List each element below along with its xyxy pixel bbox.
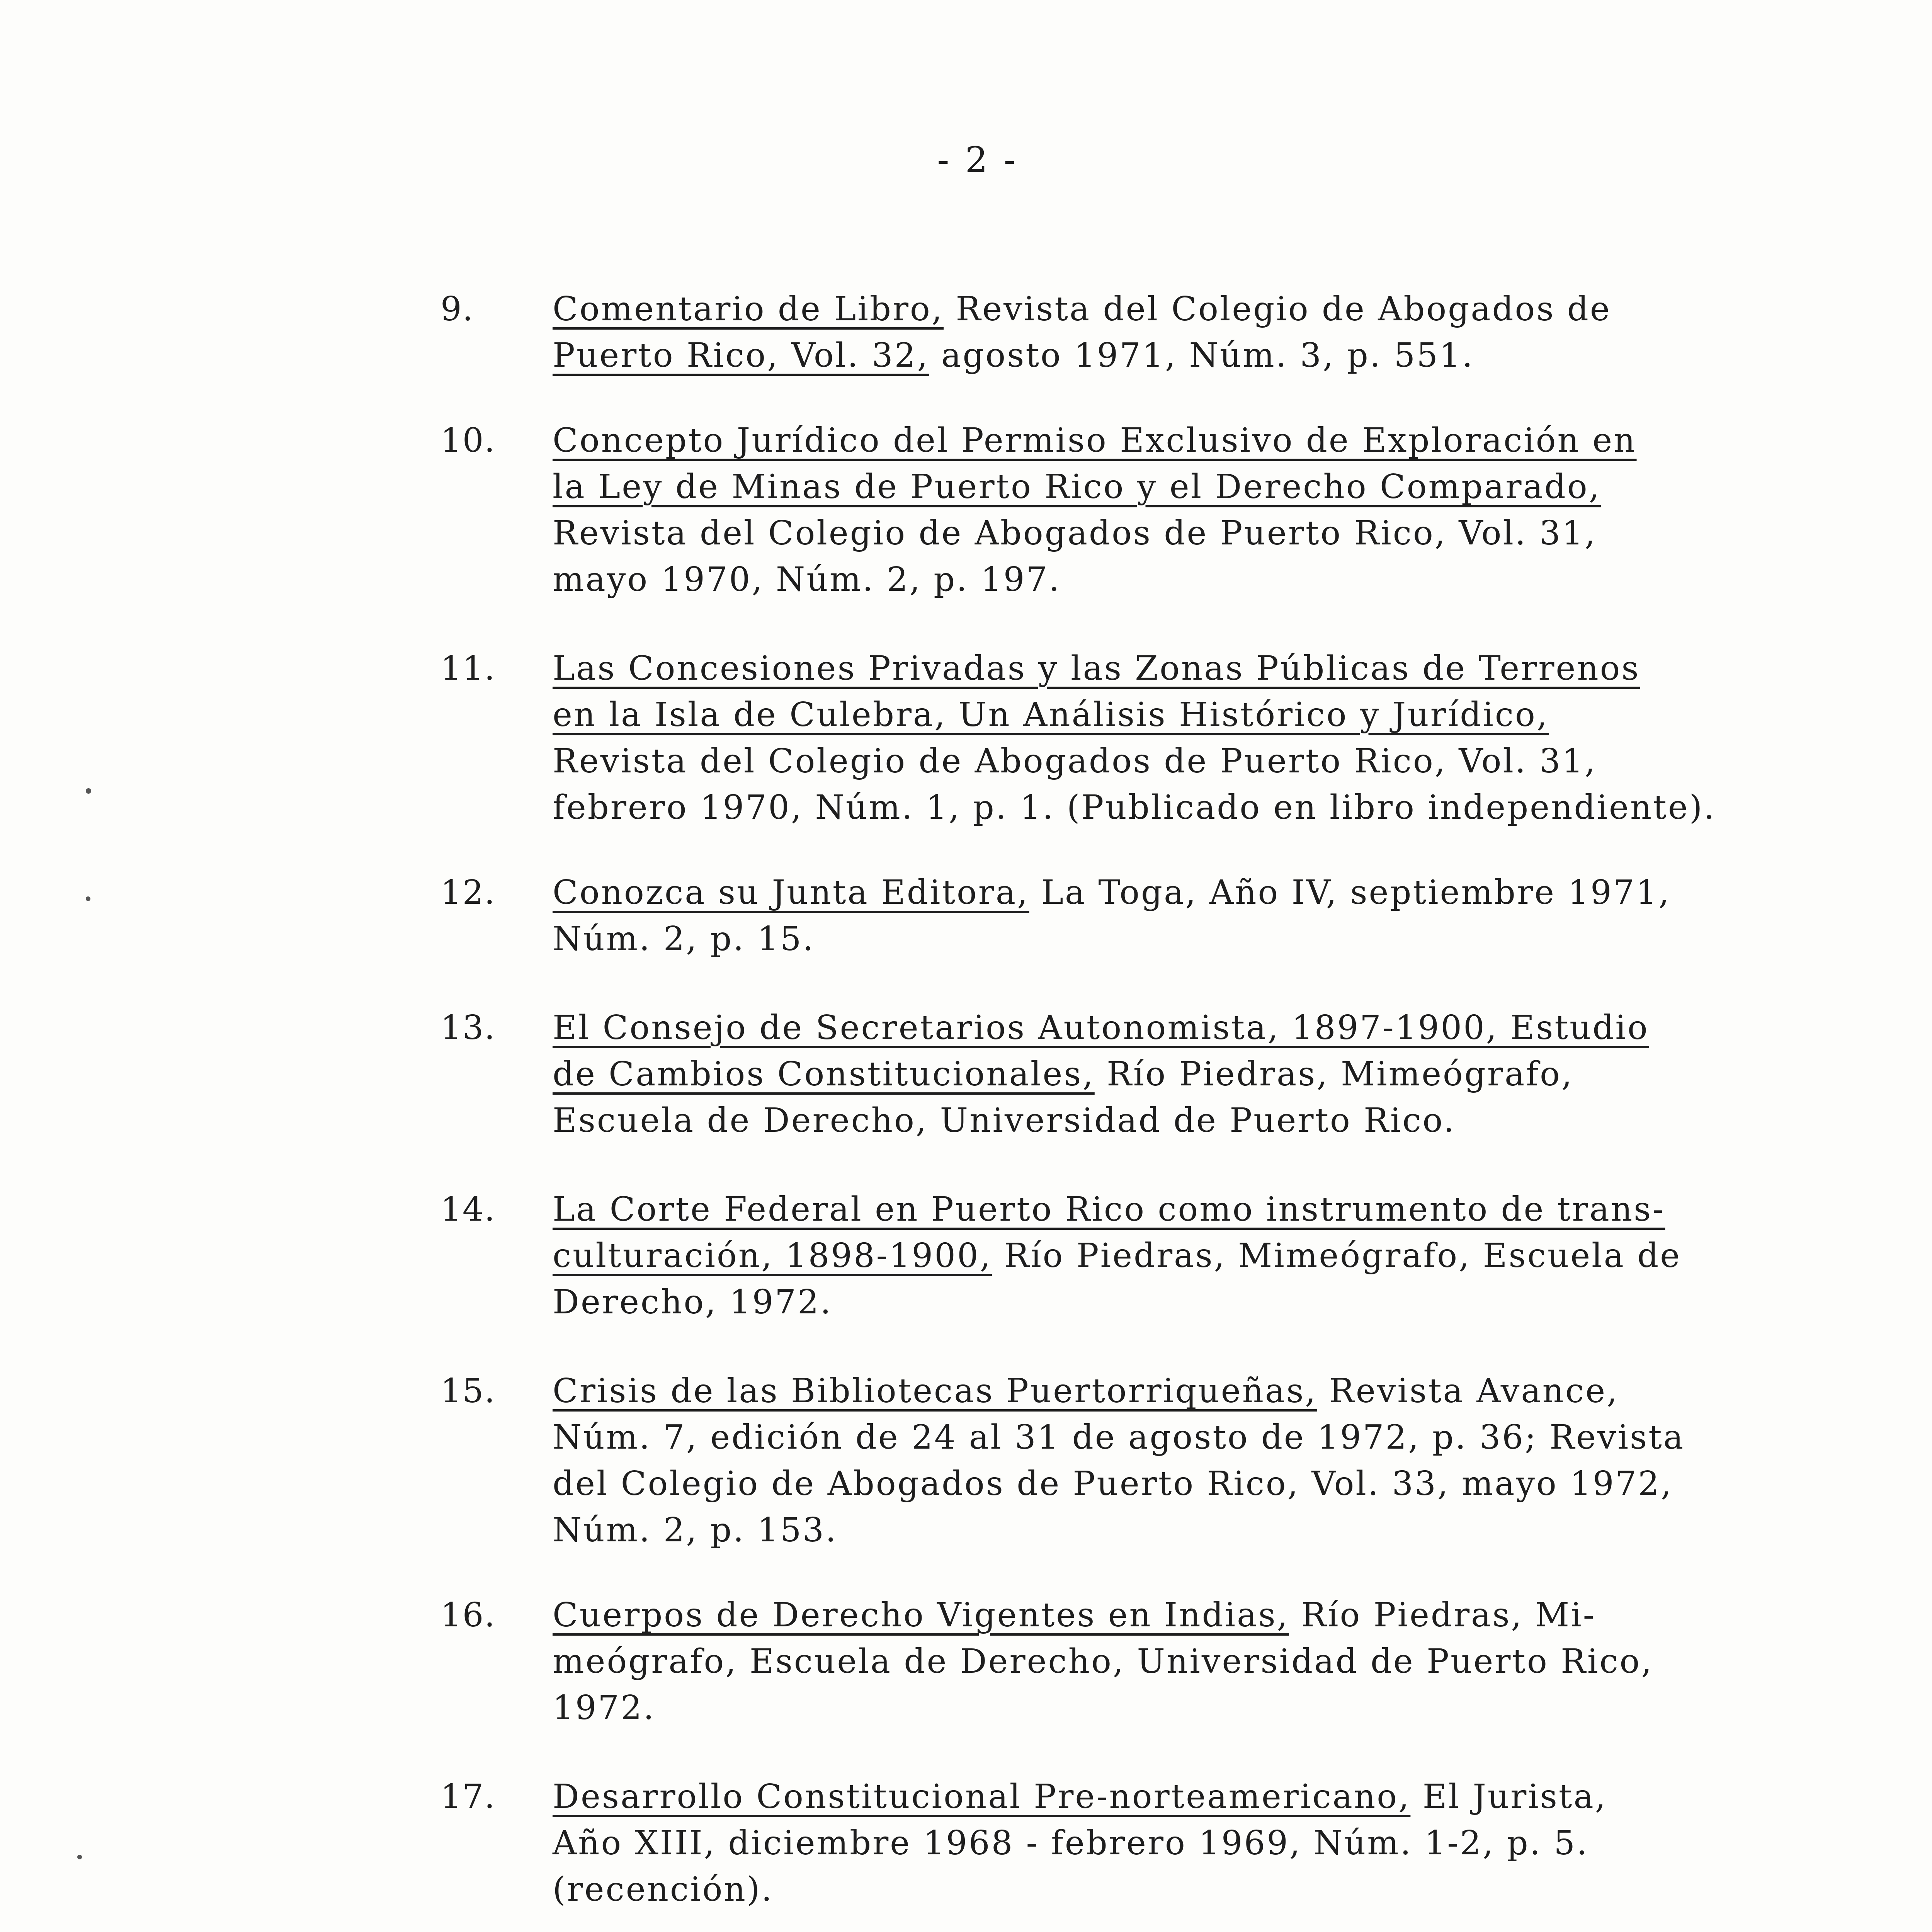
citation-source: Río Piedras, Mimeógrafo, Escuela de	[992, 1236, 1682, 1275]
citation-title: La Corte Federal en Puerto Rico como instrumento de trans-	[553, 1190, 1665, 1229]
scan-speck	[86, 896, 90, 901]
citation-line	[553, 464, 1828, 510]
citation-source: Revista del Colegio de Abogados de Puerto Rico, Vol. 31,	[553, 742, 1597, 781]
citation-source: (recención).	[553, 1870, 774, 1909]
citation-line	[553, 1233, 1828, 1279]
entry-citation	[553, 286, 1828, 379]
scan-speck	[77, 1855, 82, 1859]
citation-line	[553, 784, 1828, 831]
entry-number: 15.	[440, 1372, 496, 1410]
citation-title: Puerto Rico, Vol. 32,	[553, 336, 929, 375]
citation-line	[553, 1051, 1828, 1097]
citation-source: Revista del Colegio de Abogados de Puerto Rico, Vol. 31,	[553, 514, 1597, 553]
citation-title: Cuerpos de Derecho Vigentes en Indias,	[553, 1596, 1289, 1634]
citation-line	[553, 692, 1828, 738]
citation-title: Desarrollo Constitucional Pre-norteamericano,	[553, 1777, 1411, 1816]
citation-source: Núm. 2, p. 15.	[553, 920, 815, 958]
citation-title: de Cambios Constitucionales,	[553, 1055, 1095, 1094]
citation-line	[553, 1638, 1828, 1685]
citation-line	[553, 869, 1828, 916]
citation-line	[553, 417, 1828, 464]
citation-source: Núm. 2, p. 153.	[553, 1511, 838, 1549]
citation-line	[553, 286, 1828, 332]
entry-citation	[553, 1005, 1828, 1144]
citation-title: la Ley de Minas de Puerto Rico y el Derecho Comparado,	[553, 468, 1601, 506]
citation-title: Concepto Jurídico del Permiso Exclusivo de Exploración en	[553, 421, 1637, 460]
citation-source: Núm. 7, edición de 24 al 31 de agosto de 1972, p. 36; Revista	[553, 1418, 1685, 1457]
citation-source: Escuela de Derecho, Universidad de Puerto Rico.	[553, 1101, 1456, 1140]
page-number: - 2 -	[937, 139, 1018, 180]
entry-citation	[553, 1774, 1828, 1913]
citation-title: culturación, 1898-1900,	[553, 1236, 992, 1275]
entry-citation	[553, 645, 1828, 831]
citation-line	[553, 1461, 1828, 1507]
citation-title: Conozca su Junta Editora,	[553, 873, 1029, 912]
citation-line	[553, 1820, 1828, 1866]
citation-source: Río Piedras, Mimeógrafo,	[1094, 1055, 1574, 1094]
citation-source: febrero 1970, Núm. 1, p. 1. (Publicado en libro independiente).	[553, 788, 1716, 827]
citation-title: en la Isla de Culebra, Un Análisis Histórico y Jurídico,	[553, 696, 1549, 734]
citation-line	[553, 1005, 1828, 1051]
citation-source: Año XIII, diciembre 1968 - febrero 1969, Núm. 1-2, p. 5.	[553, 1824, 1589, 1862]
citation-source: agosto 1971, Núm. 3, p. 551.	[929, 336, 1474, 375]
entry-citation	[553, 869, 1828, 962]
entry-number: 13.	[440, 1009, 496, 1047]
citation-line	[553, 332, 1828, 379]
citation-line	[553, 510, 1828, 556]
citation-title: Crisis de las Bibliotecas Puertorriqueñas,	[553, 1372, 1317, 1410]
citation-source: El Jurista,	[1410, 1777, 1607, 1816]
citation-line	[553, 1368, 1828, 1414]
entry-citation	[553, 417, 1828, 603]
entry-number: 17.	[440, 1777, 496, 1816]
entry-number: 16.	[440, 1596, 496, 1634]
citation-line	[553, 1866, 1828, 1913]
citation-source: Revista del Colegio de Abogados de	[944, 290, 1611, 328]
entry-citation	[553, 1186, 1828, 1325]
citation-source: 1972.	[553, 1689, 656, 1727]
entry-number: 14.	[440, 1190, 496, 1229]
citation-line	[553, 1097, 1828, 1144]
citation-line	[553, 645, 1828, 692]
citation-title: Comentario de Libro,	[553, 290, 944, 328]
citation-title: Las Concesiones Privadas y las Zonas Públicas de Terrenos	[553, 649, 1640, 688]
citation-line	[553, 916, 1828, 962]
citation-line	[553, 1414, 1828, 1461]
citation-source: La Toga, Año IV, septiembre 1971,	[1029, 873, 1671, 912]
scan-speck	[86, 788, 91, 794]
citation-line	[553, 738, 1828, 784]
entry-number: 9.	[440, 290, 474, 328]
citation-line	[553, 556, 1828, 603]
citation-source: Río Piedras, Mi-	[1289, 1596, 1596, 1634]
citation-source: Revista Avance,	[1317, 1372, 1619, 1410]
citation-line	[553, 1685, 1828, 1731]
citation-source: mayo 1970, Núm. 2, p. 197.	[553, 560, 1061, 599]
citation-title: El Consejo de Secretarios Autonomista, 1897-1900, Estudio	[553, 1009, 1649, 1047]
entry-number: 12.	[440, 873, 496, 912]
citation-line	[553, 1592, 1828, 1638]
citation-source: meógrafo, Escuela de Derecho, Universidad de Puerto Rico,	[553, 1642, 1653, 1681]
entry-number: 10.	[440, 421, 496, 460]
citation-source: del Colegio de Abogados de Puerto Rico, Vol. 33, mayo 1972,	[553, 1464, 1673, 1503]
citation-line	[553, 1186, 1828, 1233]
entry-number: 11.	[440, 649, 496, 688]
entry-citation	[553, 1368, 1828, 1553]
citation-line	[553, 1507, 1828, 1553]
entry-citation	[553, 1592, 1828, 1731]
citation-source: Derecho, 1972.	[553, 1283, 833, 1321]
citation-line	[553, 1279, 1828, 1325]
citation-line	[553, 1774, 1828, 1820]
